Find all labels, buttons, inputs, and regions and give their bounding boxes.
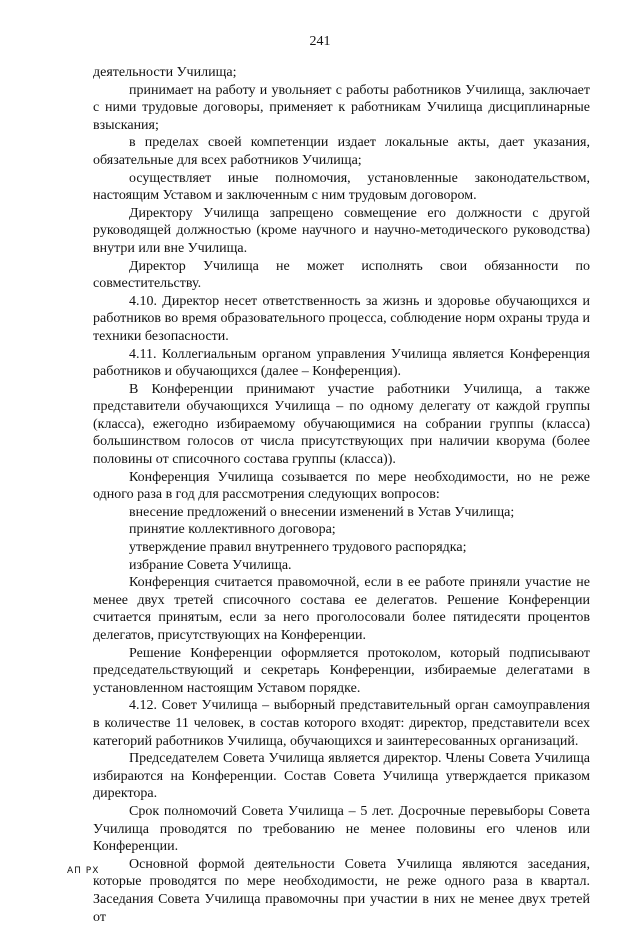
list-item: принятие коллективного договора; bbox=[129, 522, 336, 538]
list-item: избрание Совета Училища. bbox=[129, 557, 292, 573]
paragraph: Директору Училища запрещено совмещение его должности с другой руководящей должностью (кроме научного и научно-методического руководства) внутри или вне Училища. bbox=[93, 205, 590, 256]
paragraph: 4.12. Совет Училища – выборный представительный орган самоуправления в количестве 11 человек, в состав которого входят: директор, представители всех категорий работников Училища, обучающихся и заинтересованных организаций. bbox=[93, 698, 590, 749]
list-item: утверждение правил внутреннего трудового распорядка; bbox=[129, 540, 467, 556]
list-item: внесение предложений о внесении изменений в Устав Училища; bbox=[129, 504, 515, 520]
paragraph: осуществляет иные полномочия, установленные законодательством, настоящим Уставом и заключенным с ним трудовым договором. bbox=[93, 170, 590, 204]
paragraph: деятельности Училища; bbox=[93, 65, 237, 80]
paragraph: 4.11. Коллегиальным органом управления Училища является Конференция работников и обучающихся (далее – Конференция). bbox=[93, 346, 590, 380]
paragraph: Председателем Совета Училища является директор. Члены Совета Училища избираются на Конференции. Состав Совета Училища утверждается приказом директора. bbox=[93, 751, 590, 802]
paragraph: Конференция считается правомочной, если в ее работе приняли участие не менее двух третей списочного состава ее делегатов. Решение Конференции считается принятым, если за него проголосовали более пятидесяти процентов делегатов, присутствующих на Конференции. bbox=[93, 575, 590, 643]
paragraph: Основной формой деятельности Совета Училища являются заседания, которые проводятся по мере необходимости, не реже одного раза в квартал. Заседания Совета Училища правомочны при участии в них не менее двух третей от bbox=[93, 856, 590, 925]
paragraph: 4.10. Директор несет ответственность за жизнь и здоровье обучающихся и работников во время образовательного процесса, соблюдение норм охраны труда и техники безопасности. bbox=[93, 293, 590, 344]
paragraph: в пределах своей компетенции издает локальные акты, дает указания, обязательные для всех работников Училища; bbox=[93, 135, 590, 168]
paragraph: Директор Училища не может исполнять свои обязанности по совместительству. bbox=[93, 258, 590, 292]
footer-mark: АП РХ bbox=[67, 866, 100, 876]
paragraph: В Конференции принимают участие работники Училища, а также представители обучающихся Училища – по одному делегату от каждой группы (класса), ежегодно избираемому обучающимися на собрании группы (класса) большинством голосов от числа присутствующих при наличии кворума (более половины от списочного состава группы (класса)). bbox=[93, 381, 590, 468]
paragraph: принимает на работу и увольняет с работы работников Училища, заключает с ними трудовые договоры, применяет к работникам Училища дисциплинарные взыскания; bbox=[93, 82, 590, 133]
paragraph: Решение Конференции оформляется протоколом, который подписывают председательствующий и секретарь Конференции, избираемые делегатами в установленном настоящим Уставом порядке. bbox=[93, 645, 590, 696]
paragraph: Конференция Училища созывается по мере необходимости, но не реже одного раза в год для рассмотрения следующих вопросов: bbox=[93, 469, 590, 503]
paragraph: Срок полномочий Совета Училища – 5 лет. Досрочные перевыборы Совета Училища проводятся по требованию не менее половины его членов или Конференции. bbox=[93, 803, 590, 855]
page-number: 241 bbox=[309, 34, 331, 49]
document-body bbox=[93, 64, 590, 926]
